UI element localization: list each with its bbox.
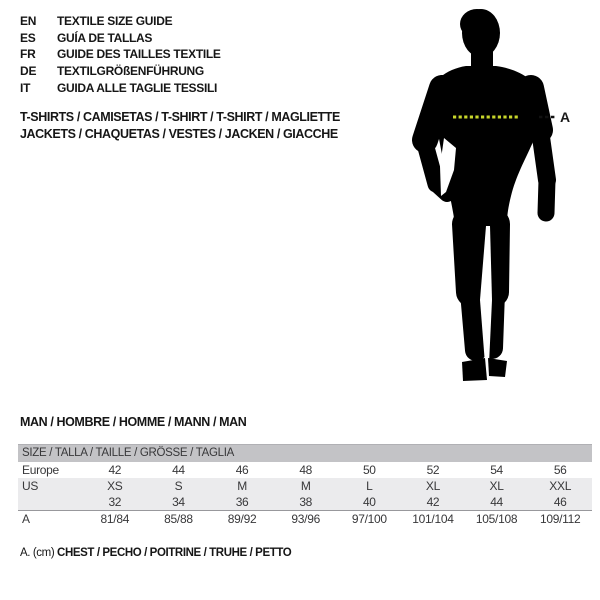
table-cell: 109/112	[539, 512, 581, 526]
lang-code-it: IT	[20, 80, 31, 95]
table-cell: 42	[108, 463, 122, 477]
table-cell: 54	[490, 463, 503, 477]
table-cell: 50	[362, 463, 376, 477]
lang-row-en	[20, 13, 221, 30]
lang-row-de	[20, 63, 221, 80]
man-feet	[462, 358, 507, 381]
table-cell: 93/96	[291, 512, 320, 526]
lang-code-es: ES	[20, 30, 36, 45]
table-cell: 89/92	[227, 512, 257, 526]
garment-categories	[20, 109, 340, 143]
table-cell: 101/104	[412, 512, 454, 526]
table-cell: 40	[338, 494, 402, 510]
lang-title-fr: GUIDE DES TAILLES TEXTILE	[57, 47, 221, 62]
section-title-man: MAN / HOMBRE / HOMME / MANN / MAN	[20, 415, 247, 429]
measurement-footnote	[20, 547, 291, 559]
table-cell: S	[147, 478, 211, 494]
table-cell: 48	[299, 463, 313, 477]
man-silhouette-svg	[390, 0, 600, 400]
lang-code-de: DE	[20, 64, 37, 79]
table-cell: 32	[83, 494, 147, 510]
row-alt-label	[18, 494, 83, 510]
row-us-label: US	[18, 478, 83, 494]
table-cell: 46	[235, 463, 249, 477]
lang-title-de: TEXTILGRÖßENFÜHRUNG	[57, 64, 204, 79]
table-cell: 52	[426, 463, 440, 477]
table-cell: 85/88	[164, 512, 193, 526]
table-cell: 36	[210, 494, 274, 510]
category-jackets: JACKETS / CHAQUETAS / VESTES / JACKEN / GIACCHE	[20, 127, 338, 141]
category-tshirts: T-SHIRTS / CAMISETAS / T-SHIRT / T-SHIRT / MAGLIETTE	[20, 110, 340, 124]
row-europe-label: Europe	[22, 463, 59, 477]
table-cell: XL	[401, 478, 465, 494]
table-cell: L	[338, 478, 402, 494]
lang-title-it: GUIDA ALLE TAGLIE TESSILI	[57, 80, 218, 95]
lang-title-es: GUÍA DE TALLAS	[57, 30, 153, 45]
table-cell: XL	[465, 478, 529, 494]
footnote-text: CHEST / PECHO / POITRINE / TRUHE / PETTO	[54, 547, 292, 559]
table-cell: 42	[401, 494, 465, 510]
table-cell: 38	[274, 494, 338, 510]
table-cell: 105/108	[475, 512, 518, 526]
lang-row-it	[20, 79, 221, 96]
table-cell: 46	[528, 494, 592, 510]
table-cell: 44	[172, 463, 185, 477]
size-table-header: SIZE / TALLA / TAILLE / GRÖSSE / TAGLIA	[18, 444, 592, 462]
table-cell: 34	[147, 494, 211, 510]
lang-code-fr: FR	[20, 47, 36, 62]
table-cell: M	[274, 478, 338, 494]
size-table	[18, 444, 592, 527]
man-figure	[390, 0, 600, 400]
table-cell: 81/84	[100, 512, 130, 526]
table-cell: M	[210, 478, 274, 494]
table-cell: XXL	[528, 478, 592, 494]
language-legend	[20, 13, 221, 96]
measure-label-a: A	[560, 109, 571, 125]
footnote-prefix: A. (cm)	[20, 547, 55, 559]
row-a-label: A	[22, 512, 30, 526]
table-cell: 97/100	[351, 512, 387, 526]
lang-code-en: EN	[20, 14, 37, 29]
lang-title-en: TEXTILE SIZE GUIDE	[57, 14, 173, 29]
table-cell: 44	[465, 494, 529, 510]
lang-row-fr	[20, 46, 221, 63]
lang-row-es	[20, 30, 221, 47]
table-cell: 56	[553, 463, 567, 477]
table-cell: XS	[83, 478, 147, 494]
